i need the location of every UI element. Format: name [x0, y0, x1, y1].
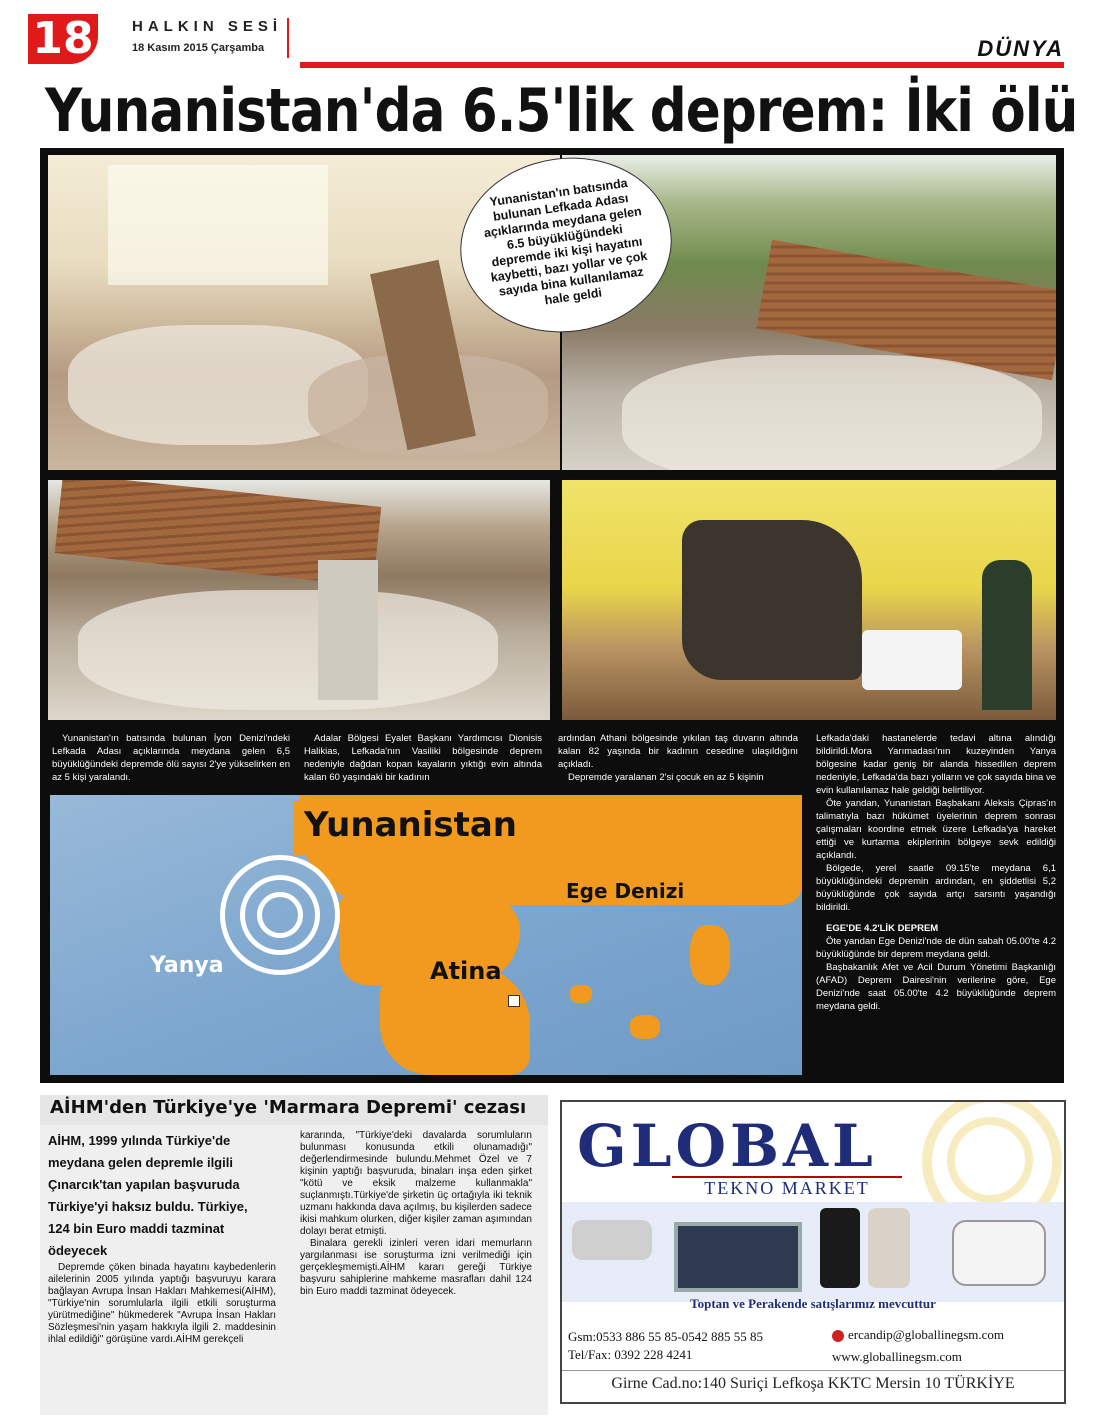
lower-article-title-bar: [40, 1095, 548, 1126]
newspaper-name: HALKIN SESİ: [132, 18, 283, 35]
decorative-circle: [947, 1117, 1033, 1203]
article-paragraph: Adalar Bölgesi Eyalet Başkanı Yardımcısı Dionisis Halikias, Lefkada'nın Vasiliki bölgesinde deprem nedeniyle dağdan kopan kayaların yıktığı evin altında kalan 60 yaşındaki bir kadının: [304, 733, 542, 783]
ad-phone-block: [568, 1328, 763, 1364]
ad-gsm: Gsm:0533 886 55 85-0542 885 55 85: [568, 1329, 763, 1344]
smartphone-icon: [820, 1208, 860, 1288]
article-column-4: [816, 732, 1056, 1013]
article-paragraph: kararında, "Türkiye'deki davalarda sorumluların bulunması konusunda etkili olunamadığı" değerlendirmesinde bulundu.Mehmet Özel ve 7 kişinin yaptığı başvuruda, binaları inşa eden şirket "kötü ve eksik malzeme kullanmakla" suçlanmıştı.Türkiye'de şirketin üç ortağıyla iki teknik uzmanı hakkında dava açılmış, bu kişilerden sadece ikisi mahkum olurken, diğer kişiler zaman aşımından dolayı berat etmişti.: [300, 1130, 532, 1237]
ad-tagline: Toptan ve Perakende satışlarımız mevcuttur: [690, 1296, 936, 1311]
lower-article-column-2: [300, 1130, 532, 1298]
island: [570, 985, 592, 1003]
article-paragraph: Depremde çöken binada hayatını kaybedenlerin ailelerinin 2005 yılında yaptığı başvuruyu karara bağlayan Avrupa İnsan Hakları Mahkemesi(AİHM), "Türkiye'nin sorumlularla ilgili etkili soruşturma yürütmediğine" hükmederek "Avrupa İnsan Hakları Sözleşmesi'nin yaşam hakkıyla ilgili 2. maddesinin ihlal edildiği" görüşüne vardı.AİHM gerekçeli: [48, 1262, 276, 1345]
map-label-atina: Atina: [430, 957, 502, 985]
epicenter-ring-inner: [257, 892, 303, 938]
lower-article-lead: AİHM, 1999 yılında Türkiye'de meydana gelen depremle ilgili Çınarcık'tan yapılan başvuruda Türkiye'yi haksız buldu. Türkiye, 124 bin Euro maddi tazminat ödeyecek: [48, 1133, 248, 1258]
ad-email-row: [832, 1324, 1004, 1346]
island: [690, 925, 730, 985]
map-label-yanya: Yanya: [150, 953, 224, 978]
global-tekno-ad: [560, 1100, 1066, 1404]
ad-subtitle: TEKNO MARKET: [672, 1176, 902, 1199]
lower-article-column-1: [48, 1262, 276, 1346]
roof-collapse-photo: [48, 480, 550, 720]
email-icon: [832, 1330, 844, 1342]
laptop-icon: [674, 1222, 802, 1292]
article-paragraph: Bölgede, yerel saatle 09.15'te meydana 6,1 büyüklüğündeki depremin ardından, en şiddetlisi 5,2 büyüklüğünde çok sayıda artçı sarsıntı yaşandığı bildirildi.: [816, 863, 1056, 913]
ad-contact-block: [832, 1324, 1004, 1368]
article-paragraph: ardından Athani bölgesinde yıkılan taş duvarın altında kalan 82 yaşında bir kadının cesedine ulaşıldığını açıkladı.: [558, 733, 798, 770]
header-rule: [300, 62, 1064, 68]
article-paragraph: Başbakanlık Afet ve Acil Durum Yönetimi Başkanlığı (AFAD) Deprem Dairesi'nin verilerine göre, Ege Denizi'nde saat 05.00'te 4.2 büyüklüğünde deprem meydana geldi.: [816, 962, 1056, 1012]
article-column-3: [558, 732, 798, 784]
island: [630, 1015, 660, 1039]
rubble-pile: [78, 590, 498, 710]
rubble-pile: [622, 355, 1042, 470]
article-column-1: [52, 732, 290, 784]
ad-website[interactable]: www.globallinegsm.com: [832, 1349, 962, 1364]
ad-tel: Tel/Fax: 0392 228 4241: [568, 1347, 693, 1362]
header-divider: [287, 18, 289, 58]
article-column-2: [304, 732, 542, 784]
island: [740, 855, 780, 883]
bell-tower: [318, 560, 378, 700]
white-chair: [862, 630, 962, 690]
page-number: 18: [28, 14, 98, 64]
map-label-yunanistan: Yunanistan: [304, 805, 517, 845]
window-light: [108, 165, 328, 285]
earthquake-map: [50, 795, 802, 1075]
wall-hole: [682, 520, 862, 680]
headline: Yunanistan'da 6.5'lik deprem: İki ölü: [45, 76, 1078, 146]
ad-address: Girne Cad.no:140 Suriçi Lefkoşa KKTC Mersin 10 TÜRKİYE: [562, 1370, 1064, 1393]
article-paragraph: Lefkada'daki hastanelerde tedavi altına alındığı bildirildi.Mora Yarımadası'nın kuzeyinden Yanya bölgesine kadar geniş bir alanda hissedilen deprem nedeniyle, Lefkada'da bazı yolların ve çok sayıda bina ve evin kullanılamaz hale geldiği belirtiliyor.: [816, 733, 1056, 796]
article-paragraph: Öte yandan Ege Denizi'nde de dün sabah 05.00'te 4.2 büyüklüğünde bir deprem meydana geldi.: [816, 936, 1056, 960]
ad-email[interactable]: ercandip@globallinegsm.com: [848, 1327, 1005, 1342]
camera-icon: [952, 1220, 1046, 1286]
lower-article-title: AİHM'den Türkiye'ye 'Marmara Depremi' cezası: [50, 1097, 527, 1118]
article-subheading: EGE'DE 4.2'LİK DEPREM: [826, 923, 939, 934]
article-paragraph: Öte yandan, Yunanistan Başbakanı Aleksis Çipras'ın talimatıyla bazı hükümet üyelerinin deprem sonrası çalışmaları koordine etmek üzere Lefkada'ya hareket ettiği ve kurtarma ekiplerinin bölgeye sevk edildiği açıklandı.: [816, 798, 1056, 861]
athens-marker: [508, 995, 520, 1007]
iphone-icon: [868, 1208, 910, 1288]
article-paragraph: Depremde yaralanan 2'si çocuk en az 5 kişinin: [568, 772, 764, 783]
article-paragraph: Binalara gerekli izinleri veren idari memurların yargılanması ise soruşturma izni verilmediği için gerçekleşmemişti.AİHM kararı gereği Türkiye başvuru sahiplerine mahkeme masrafları dahil 124 bin Euro maddi tazminat ödeyecek.: [300, 1238, 532, 1297]
callout-text: Yunanistan'ın batısında bulunan Lefkada Adası açıklarında meydana gelen 6.5 büyüklüğündeki depremde iki kişi hayatını kaybetti, bazı yollar ve çok sayıda bina kullanılamaz hale geldi: [483, 175, 649, 308]
damaged-wall-photo: [562, 480, 1056, 720]
person: [982, 560, 1032, 710]
ad-logo: GLOBAL: [577, 1112, 877, 1180]
issue-date: 18 Kasım 2015 Çarşamba: [132, 42, 265, 54]
security-camera-icon: [572, 1220, 652, 1260]
map-label-ege-denizi: Ege Denizi: [566, 879, 685, 903]
product-band: [562, 1202, 1064, 1302]
section-label: DÜNYA: [977, 36, 1064, 61]
article-paragraph: Yunanistan'ın batısında bulunan İyon Denizi'ndeki Lefkada Adası açıklarında meydana gelen 6,5 büyüklüğündeki depremde ölü sayısı 2'ye yükselirken en az 5 kişi yaralandı.: [52, 733, 290, 783]
